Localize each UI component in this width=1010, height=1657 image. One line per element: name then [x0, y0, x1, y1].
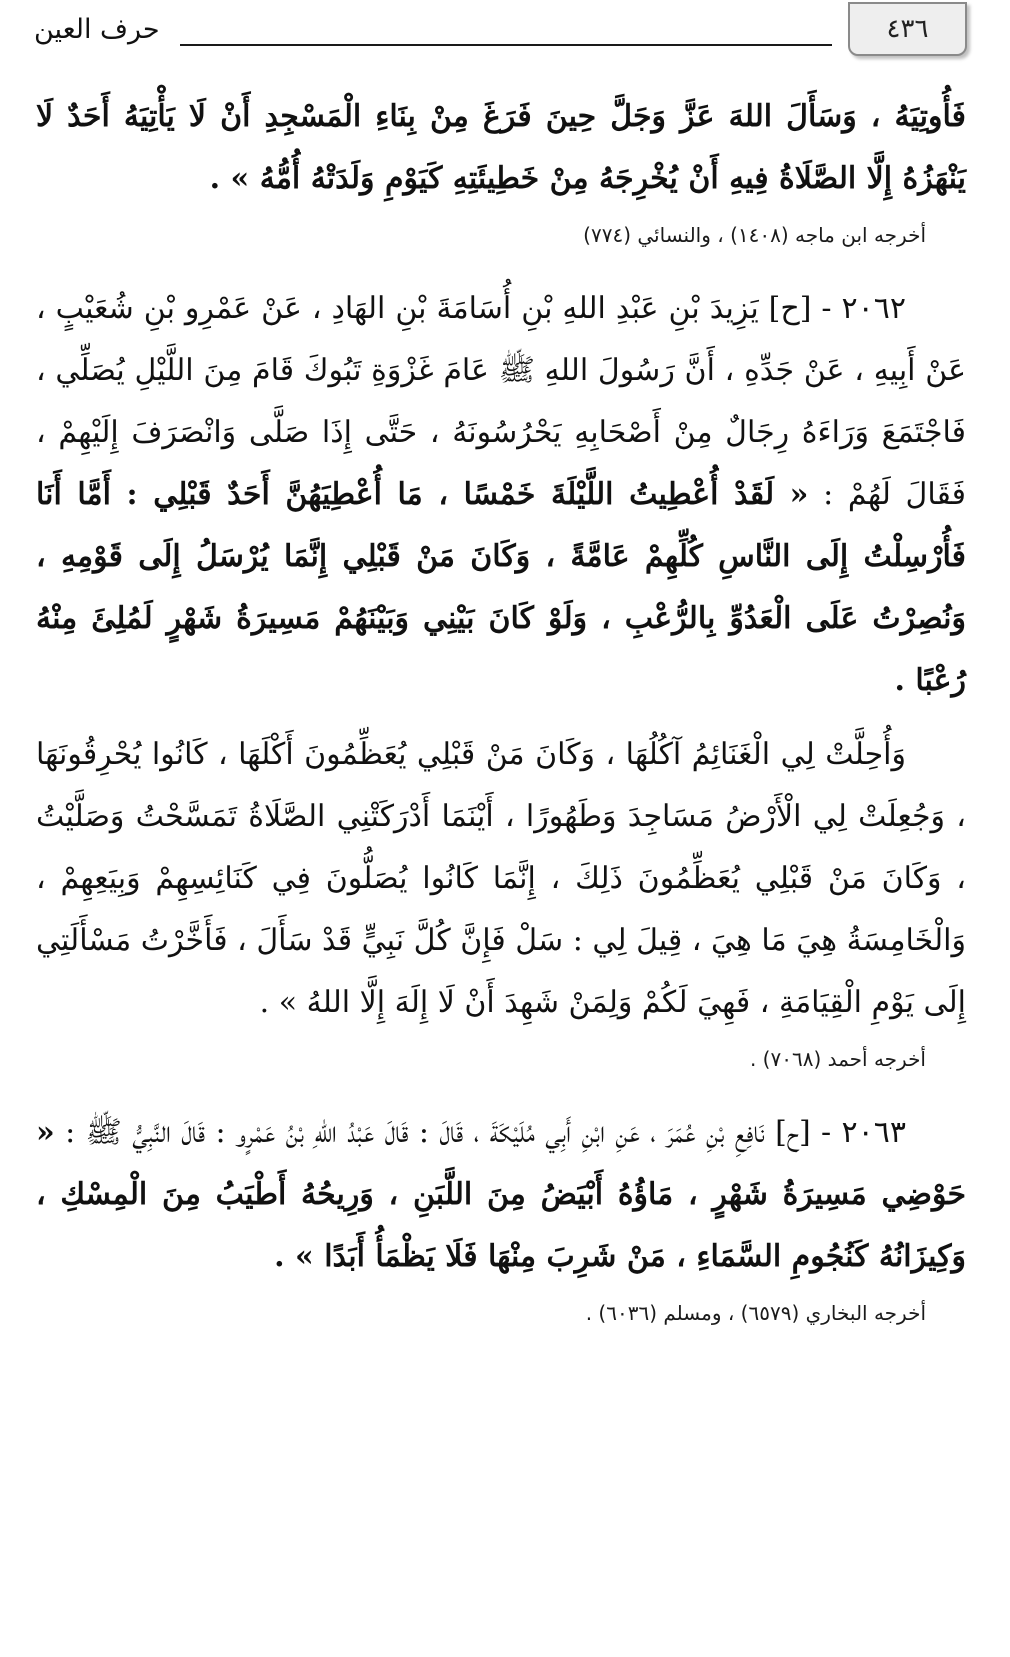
hadith-2062-text: [36, 278, 966, 712]
citation-ibn-majah: أخرجه ابن ماجه (١٤٠٨) ، والنسائي (٧٧٤): [583, 223, 926, 247]
citation-bukhari-muslim: أخرجه البخاري (٦٥٧٩) ، ومسلم (٦٠٣٦) .: [585, 1301, 926, 1325]
continued-hadith-text: [36, 86, 966, 210]
hadith-2063-text: [36, 1102, 966, 1288]
continued-hadith-matn: فَأُوتِيَهُ ، وَسَأَلَ اللهَ عَزَّ وَجَلَّ حِينَ فَرَغَ مِنْ بِنَاءِ الْمَسْجِدِ أَنْ لَا يَأْتِيَهُ أَحَدٌ لَا يَنْهَزُهُ إِلَّا الصَّلَاةُ فِيهِ أَنْ يُخْرِجَهُ مِنْ خَطِيئَتِهِ كَيَوْمِ وَلَدَتْهُ أُمُّهُ » .: [36, 99, 966, 196]
hadith-2062-matn-1: « لَقَدْ أُعْطِيتُ اللَّيْلَةَ خَمْسًا ، مَا أُعْطِيَهُنَّ أَحَدٌ قَبْلِي : أَمَّا أَنَا فَأُرْسِلْتُ إِلَى النَّاسِ كُلِّهِمْ عَامَّةً ، وَكَانَ مَنْ قَبْلِي إِنَّمَا يُرْسَلُ إِلَى قَوْمِهِ ، وَنُصِرْتُ عَلَى الْعَدُوِّ بِالرُّعْبِ ، وَلَوْ كَانَ بَيْنِي وَبَيْنَهُمْ مَسِيرَةُ شَهْرٍ لَمُلِئَ مِنْهُ رُعْبًا .: [36, 477, 966, 698]
hadith-2063: [36, 1102, 966, 1330]
hadith-2062-matn-2: وَأُحِلَّتْ لِي الْغَنَائِمُ آكُلُهَا ، وَكَانَ مَنْ قَبْلِي يُعَظِّمُونَ أَكْلَهَا ، كَانُوا يُحْرِقُونَهَا ، وَجُعِلَتْ لِي الْأَرْضُ مَسَاجِدَ وَطَهُورًا ، أَيْنَمَا أَدْرَكَتْنِي الصَّلَاةُ تَمَسَّحْتُ وَصَلَّيْتُ ، وَكَانَ مَنْ قَبْلِي يُعَظِّمُونَ ذَلِكَ ، إِنَّمَا كَانُوا يُصَلُّونَ فِي كَنَائِسِهِمْ وَبِيَعِهِمْ ، وَالْخَامِسَةُ هِيَ مَا هِيَ ، قِيلَ لِي : سَلْ فَإِنَّ كُلَّ نَبِيٍّ قَدْ سَأَلَ ، فَأَخَّرْتُ مَسْأَلَتِي إِلَى يَوْمِ الْقِيَامَةِ ، فَهِيَ لَكُمْ وَلِمَنْ شَهِدَ أَنْ لَا إِلَهَ إِلَّا اللهُ » .: [36, 737, 966, 1020]
hadith-2063-matn: « حَوْضِي مَسِيرَةُ شَهْرٍ ، مَاؤُهُ أَبْيَضُ مِنَ اللَّبَنِ ، وَرِيحُهُ أَطْيَبُ مِنَ الْمِسْكِ ، وَكِيزَانُهُ كَنُجُومِ السَّمَاءِ ، مَنْ شَرِبَ مِنْهَا فَلَا يَظْمَأُ أَبَدًا » .: [36, 1115, 966, 1274]
hadith-2062: [36, 278, 966, 1076]
citation-ahmad: أخرجه أحمد (٧٠٦٨) .: [749, 1047, 926, 1071]
section-title: حرف العين: [34, 14, 160, 45]
page-header: [0, 0, 1010, 70]
page-number: ٤٣٦: [848, 2, 967, 56]
hadith-2062-isnad: ٢٠٦٢ - [ح] يَزِيدَ بْنِ عَبْدِ اللهِ بْنِ أُسَامَةَ بْنِ الهَادِ ، عَنْ عَمْرِو بْنِ شُعَيْبٍ ، عَنْ أَبِيهِ ، عَنْ جَدِّهِ ، أَنَّ رَسُولَ اللهِ ﷺ عَامَ غَزْوَةِ تَبُوكَ قَامَ مِنَ اللَّيْلِ يُصَلِّي ، فَاجْتَمَعَ وَرَاءَهُ رِجَالٌ مِنْ أَصْحَابِهِ يَحْرُسُونَهُ ، حَتَّى إِذَا صَلَّى وَانْصَرَفَ إِلَيْهِمْ ، فَقَالَ لَهُمْ :: [36, 291, 966, 512]
hadith-2063-isnad: ٢٠٦٣ - [ح] نَافِعِ بْنِ عُمَرَ ، عَنِ ابْنِ أَبِي مُلَيْكَةَ ، قَالَ : قَالَ عَبْدُ اللهِ بْنُ عَمْرٍو : قَالَ النَّبِيُّ ﷺ :: [65, 1115, 906, 1150]
header-rule: [180, 44, 832, 46]
page-content: [36, 86, 966, 1356]
